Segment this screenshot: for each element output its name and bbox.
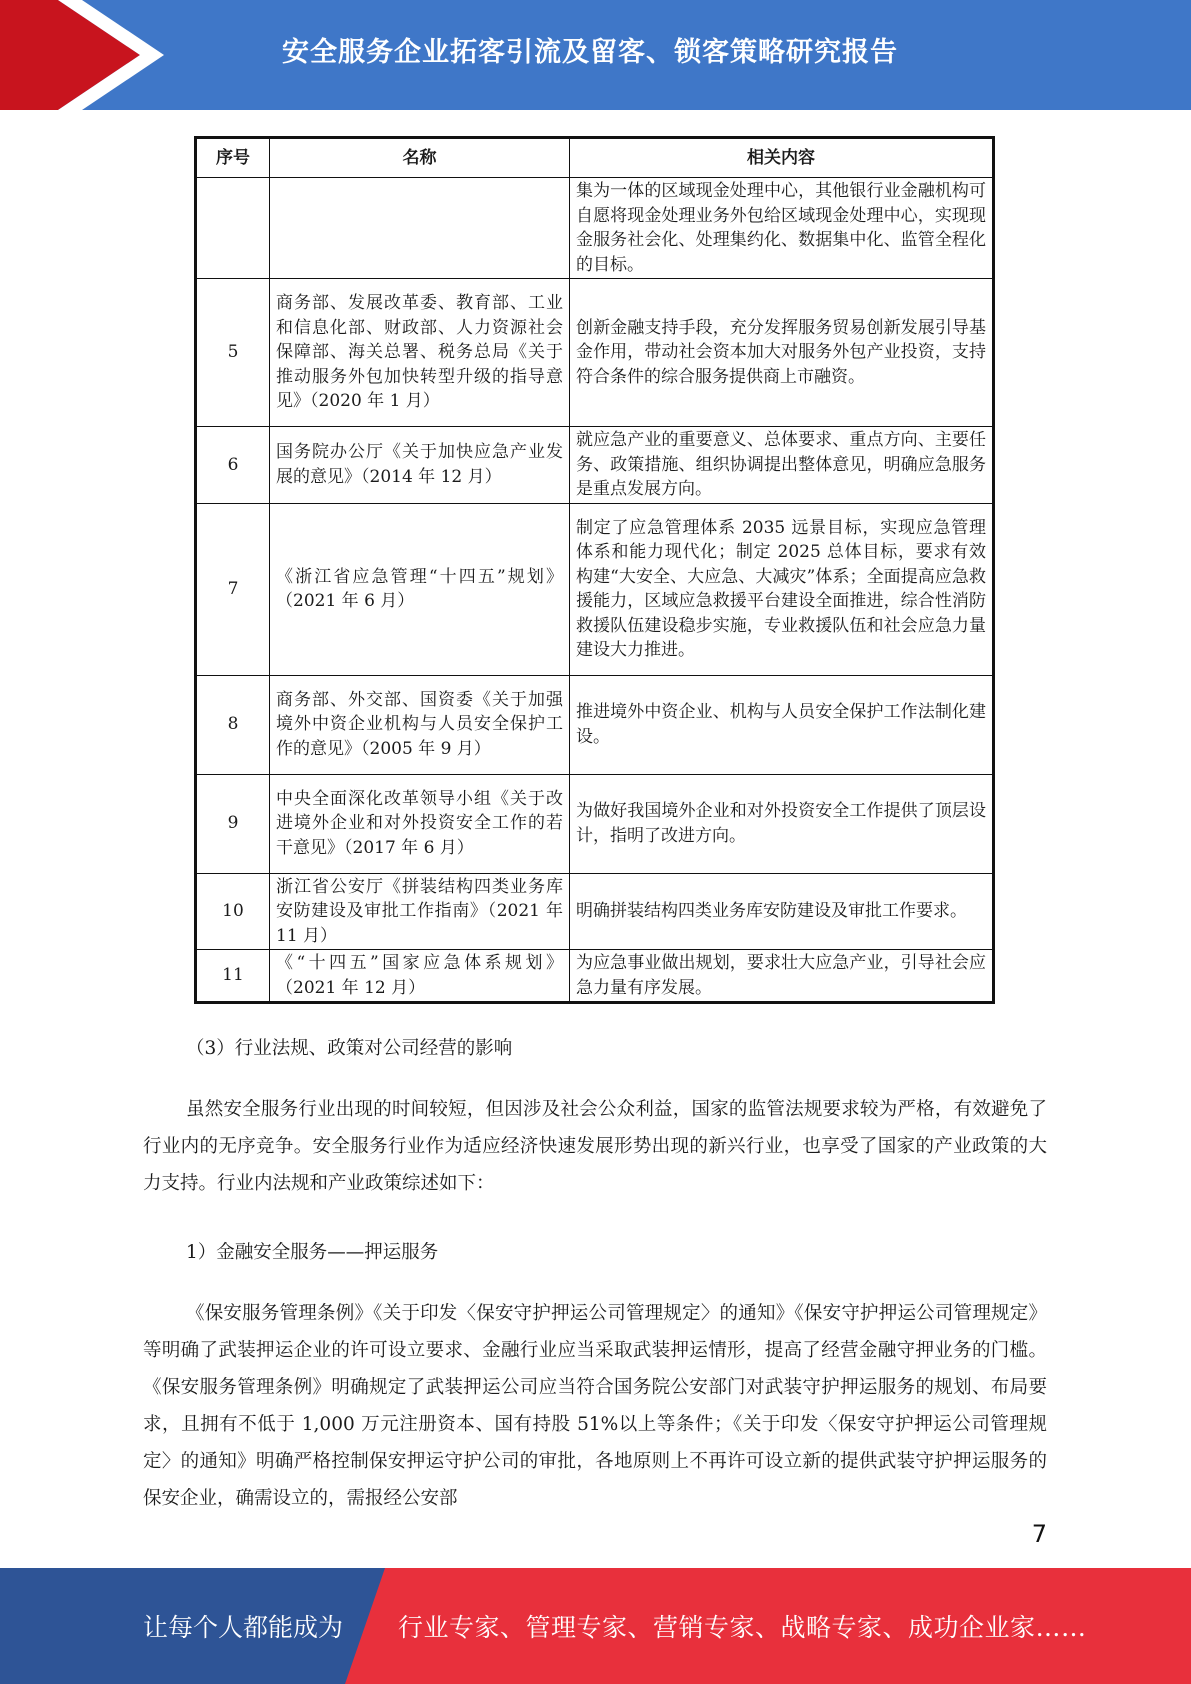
table-row [196,427,994,504]
table-row [196,178,994,279]
row-content: 集为一体的区域现金处理中心，其他银行业金融机构可自愿将现金处理业务外包给区域现金处理中心，实现现金服务社会化、处理集约化、数据集中化、监管全程化的目标。 [570,178,994,279]
row-name: 《浙江省应急管理“十四五”规划》（2021 年 6 月） [270,503,570,675]
row-name: 商务部、外交部、国资委《关于加强境外中资企业机构与人员安全保护工作的意见》（2005 年 9 月） [270,675,570,774]
body-paragraph-2: 《保安服务管理条例》《关于印发〈保安守护押运公司管理规定〉的通知》《保安守护押运公司管理规定》等明确了武装押运企业的许可设立要求、金融行业应当采取武装押运情形，提高了经营金融守押业务的门槛。《保安服务管理条例》明确规定了武装押运公司应当符合国务院公安部门对武装守护押运服务的规划、布局要求，且拥有不低于 1,000 万元注册资本、国有持股 51%以上等条件；《关于印发〈保安守护押运公司管理规定〉的通知》明确严格控制保安押运守护公司的审批，各地原则上不再许可设立新的提供武装守护押运服务的保安企业，确需设立的，需报经公安部 [143,1303,1047,1509]
row-seq: 5 [196,279,270,427]
row-seq: 6 [196,427,270,504]
row-content: 就应急产业的重要意义、总体要求、重点方向、主要任务、政策措施、组织协调提出整体意见，明确应急服务是重点发展方向。 [570,427,994,504]
page-footer [0,1568,1191,1684]
row-content: 为应急事业做出规划，要求壮大应急产业，引导社会应急力量有序发展。 [570,950,994,1003]
table-row [196,873,994,950]
policy-table [194,136,995,1004]
row-content: 为做好我国境外企业和对外投资安全工作提供了顶层设计，指明了改进方向。 [570,774,994,873]
sub-heading: 1）金融安全服务——押运服务 [186,1242,439,1263]
section-heading: （3）行业法规、政策对公司经营的影响 [186,1038,513,1059]
row-seq: 8 [196,675,270,774]
row-content: 明确拼装结构四类业务库安防建设及审批工作要求。 [570,873,994,950]
page-number: 7 [1031,1520,1047,1548]
row-name: 《“十四五”国家应急体系规划》（2021 年 12 月） [270,950,570,1003]
row-name: 国务院办公厅《关于加快应急产业发展的意见》（2014 年 12 月） [270,427,570,504]
row-name [270,178,570,279]
table-row [196,503,994,675]
table-row [196,279,994,427]
column-header-content: 相关内容 [570,138,994,178]
table-row [196,950,994,1003]
page-header [0,0,1191,110]
row-seq [196,178,270,279]
table-header-row [196,138,994,178]
row-seq: 9 [196,774,270,873]
row-seq: 10 [196,873,270,950]
report-title: 安全服务企业拓客引流及留客、锁客策略研究报告 [282,37,898,68]
row-seq: 7 [196,503,270,675]
row-name: 浙江省公安厅《拼装结构四类业务库安防建设及审批工作指南》（2021 年 11 月） [270,873,570,950]
footer-slogan-right: 行业专家、管理专家、营销专家、战略专家、成功企业家…… [398,1613,1087,1642]
row-content: 创新金融支持手段，充分发挥服务贸易创新发展引导基金作用，带动社会资本加大对服务外包产业投资，支持符合条件的综合服务提供商上市融资。 [570,279,994,427]
row-content: 推进境外中资企业、机构与人员安全保护工作法制化建设。 [570,675,994,774]
column-header-name: 名称 [270,138,570,178]
row-name: 商务部、发展改革委、教育部、工业和信息化部、财政部、人力资源社会保障部、海关总署、税务总局《关于推动服务外包加快转型升级的指导意见》（2020 年 1 月） [270,279,570,427]
body-paragraph-1: 虽然安全服务行业出现的时间较短，但因涉及社会公众利益，国家的监管法规要求较为严格，有效避免了行业内的无序竞争。安全服务行业作为适应经济快速发展形势出现的新兴行业，也享受了国家的产业政策的大力支持。行业内法规和产业政策综述如下： [143,1099,1047,1194]
footer-slogan-left: 让每个人都能成为 [143,1613,344,1642]
table-row [196,774,994,873]
row-name: 中央全面深化改革领导小组《关于改进境外企业和对外投资安全工作的若干意见》（2017 年 6 月） [270,774,570,873]
table-row [196,675,994,774]
column-header-seq: 序号 [196,138,270,178]
row-seq: 11 [196,950,270,1003]
row-content: 制定了应急管理体系 2035 远景目标，实现应急管理体系和能力现代化；制定 2025 总体目标，要求有效构建“大安全、大应急、大减灾”体系；全面提高应急救援能力，区域应急救援平台建设全面推进，综合性消防救援队伍建设稳步实施，专业救援队伍和社会应急力量建设大力推进。 [570,503,994,675]
